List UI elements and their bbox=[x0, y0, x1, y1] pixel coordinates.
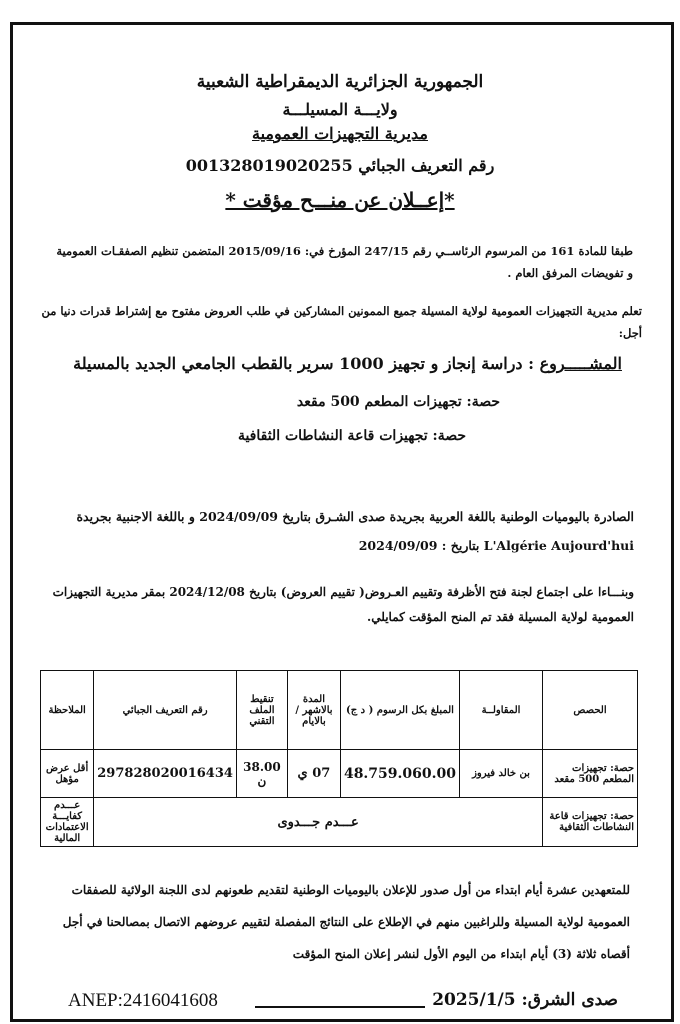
row2-lot: حصة: تجهيزات قاعة النشاطات الثقافية bbox=[543, 798, 638, 847]
header-tax-id: رقم التعريف الجبائي bbox=[94, 671, 237, 750]
row1-duration: 07 ي bbox=[287, 750, 340, 798]
table-row bbox=[41, 798, 638, 847]
directorate-header: مديرية التجهيزات العمومية bbox=[252, 124, 428, 143]
project-line bbox=[40, 354, 622, 373]
meeting-paragraph: وبنـــاءا على اجتماع لجنة فتح الأظرفة وتقييم العـروض( تقييم العروض) بتاريخ 2024/12/08 بمقر مديرية التجهيزات العمومية لولاية المسيلة فقد تم المنح المؤقت كمايلي. bbox=[52, 585, 634, 624]
document-title: *إعــلان عن منـــح مؤقت * bbox=[225, 188, 455, 212]
row2-result: عـــدم جـــدوى bbox=[94, 798, 543, 847]
notice-paragraph: تعلم مديرية التجهيزات العمومية لولاية المسيلة جميع الممونين المشاركين في طلب العروض مفتوح مع إشتراط قدرات دنيا من أجل: bbox=[41, 304, 642, 340]
row1-note: أقل عرض مؤهل bbox=[41, 750, 94, 798]
award-table bbox=[40, 670, 638, 847]
header-lot: الحصص bbox=[543, 671, 638, 750]
row1-score: 38.00 ن bbox=[236, 750, 287, 798]
row1-contractor: بن خالد فيروز bbox=[460, 750, 543, 798]
header-score: تنقيط الملف التقني bbox=[236, 671, 287, 750]
header-duration: المدة بالاشهر / بالايام bbox=[287, 671, 340, 750]
anep-reference: ANEP:2416041608 bbox=[68, 990, 218, 1011]
closing-paragraph: للمتعهدين عشرة أيام ابتداء من أول صدور للإعلان باليوميات الوطنية لتقديم طعونهم لدى اللجنة الولائية للصفقات العمومية لولاية المسيلة وللراغبين منهم في الإطلاع على النتائج المفصلة لتقييم عروضهم الاتصال بمصالحنا في أجل أقصاه ثلاثة (3) أيام ابتداء من اليوم الأول لنشر إعلان المنح المؤقت bbox=[62, 883, 630, 961]
row1-lot: حصة: تجهيزات المطعم 500 مقعد bbox=[543, 750, 638, 798]
preamble-paragraph: طبقا للمادة 161 من المرسوم الرئاســي رقم 247/15 المؤرخ في: 2015/09/16 المتضمن تنظيم الصفقـات العمومية و تفويضات المرفق العام . bbox=[56, 244, 633, 280]
row2-note: عـــدم كفايـــة الاعتمادات المالية bbox=[41, 798, 94, 847]
newspaper-reference: صدى الشرق: 2025/1/5 bbox=[432, 990, 618, 1010]
row1-amount: 48.759.060.00 bbox=[340, 750, 459, 798]
lot-1-title: حصة: تجهيزات المطعم 500 مقعد bbox=[296, 394, 500, 410]
tax-id-header: رقم التعريف الجبائي 001328019020255 bbox=[185, 156, 495, 175]
publication-line-2: L'Algérie Aujourd'hui بتاريخ : 2024/09/09 bbox=[358, 538, 634, 553]
province-header: ولايـــة المسيلـــة bbox=[282, 100, 398, 119]
project-label: المشـــــروع bbox=[539, 354, 622, 373]
table-header-row bbox=[41, 671, 638, 750]
header-note: الملاحظة bbox=[41, 671, 94, 750]
table-row bbox=[41, 750, 638, 798]
row1-tax-id: 297828020016434 bbox=[94, 750, 237, 798]
lot-2-title: حصة: تجهيزات قاعة النشاطات الثقافية bbox=[237, 428, 466, 444]
footer-divider bbox=[255, 1006, 425, 1008]
header-amount: المبلغ بكل الرسوم ( د ج) bbox=[340, 671, 459, 750]
publication-line-1: الصادرة باليوميات الوطنية باللغة العربية بجريدة صدى الشـرق بتاريخ 2024/09/09 و باللغة الاجنبية بجريدة bbox=[76, 509, 634, 524]
project-text: : دراسة إنجاز و تجهيز 1000 سرير بالقطب الجامعي الجديد بالمسيلة bbox=[73, 354, 535, 373]
country-header: الجمهورية الجزائرية الديمقراطية الشعبية bbox=[196, 72, 484, 92]
header-contractor: المقاولــة bbox=[460, 671, 543, 750]
